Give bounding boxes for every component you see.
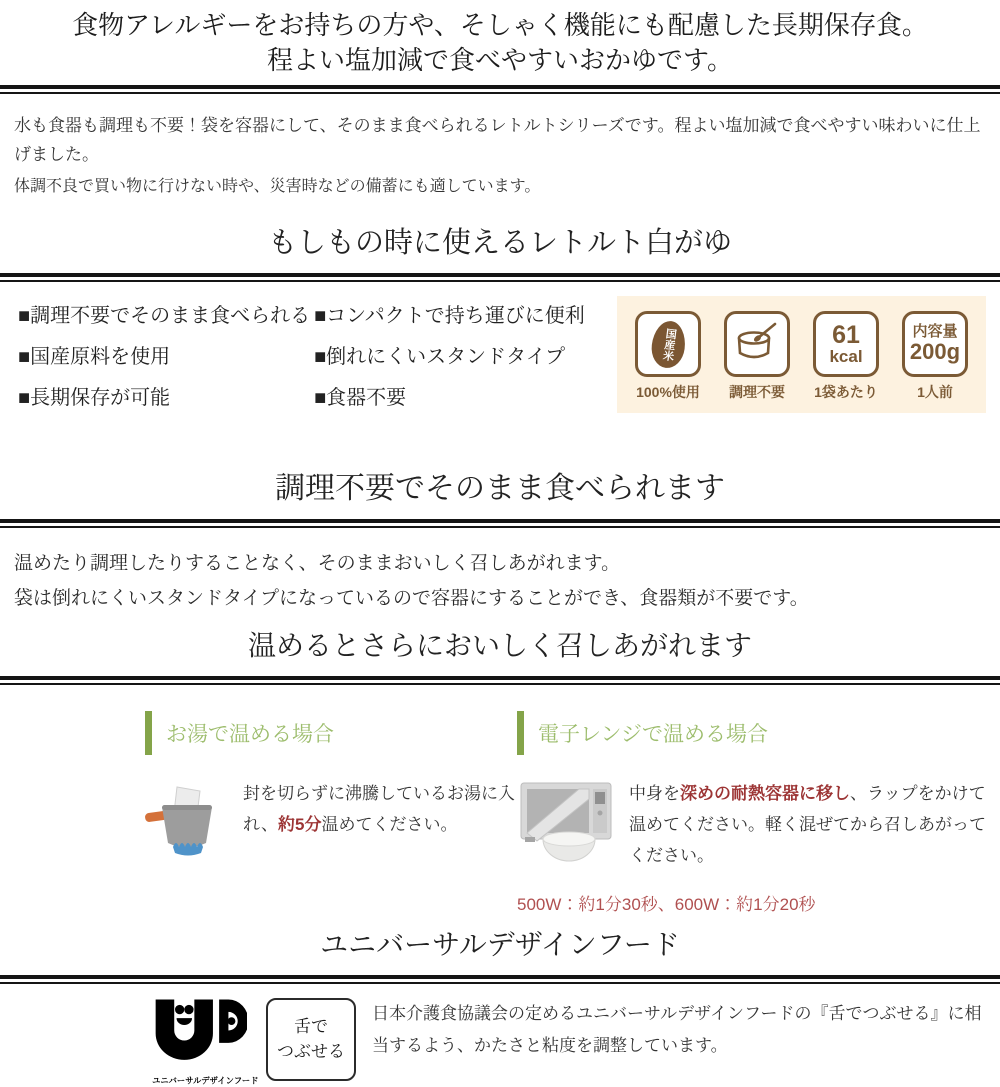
text-part: 封を切らずに沸騰しているお湯に入れ、 — [243, 784, 515, 835]
section-heading-ready-to-eat: 調理不要でそのまま食べられます — [275, 472, 725, 506]
page-title-line1: 食物アレルギーをお持ちの方や、そしゃく機能にも配慮した長期保存食。 — [72, 10, 928, 40]
divider — [0, 85, 1000, 94]
udf-category-line1: 舌で — [294, 1017, 328, 1037]
bullet-item: ■倒れにくいスタンドタイプ — [314, 346, 566, 369]
method-microwave-text — [629, 775, 987, 886]
method-hot-water-title: お湯で温める場合 — [145, 711, 517, 755]
pot-spoon-icon — [733, 320, 781, 368]
features-section — [0, 282, 1000, 427]
udf-category-line2: つぶせる — [277, 1041, 345, 1061]
udf-section — [0, 984, 1000, 1087]
method-microwave-body — [517, 775, 987, 886]
hot-water-pot-icon — [145, 775, 229, 870]
bullet-item: ■食器不要 — [314, 387, 407, 410]
badge-box — [635, 311, 701, 377]
badge-box — [813, 311, 879, 377]
section-heading-udf: ユニバーサルデザインフード — [320, 929, 680, 961]
section-heading-warming: 温めるとさらにおいしく召しあがれます — [247, 630, 752, 662]
badge-label: 1人前 — [917, 384, 953, 401]
feature-bullets-left — [18, 296, 310, 419]
divider — [0, 519, 1000, 528]
bullet-item: ■調理不要でそのまま食べられる — [18, 305, 311, 328]
text-part: 中身を — [629, 784, 680, 804]
badge-no-cooking — [717, 311, 797, 402]
divider — [0, 676, 1000, 685]
method-microwave-title: 電子レンジで温める場合 — [517, 711, 987, 755]
feature-bullets — [18, 296, 585, 419]
intro-paragraph-2: 体調不良で買い物に行けない時や、災害時などの備蓄にも適しています。 — [14, 177, 541, 195]
badge-calories — [806, 311, 886, 402]
udf-logo-caption: ユニバーサルデザインフード — [152, 1076, 259, 1086]
rice-grain-label: 国産米 — [660, 327, 677, 362]
udf-logo-block — [148, 996, 259, 1087]
badge-label: 1袋あたり — [814, 384, 878, 401]
text-part: 温めてください。 — [321, 815, 458, 835]
calorie-value: 61 — [832, 320, 860, 349]
text-part: 、ラップをかけて温めてください。軽く混ぜてから召しあがってください。 — [629, 784, 986, 865]
page-title — [0, 8, 1000, 77]
method-hot-water-body — [145, 775, 517, 870]
badge-label: 100%使用 — [636, 384, 700, 401]
method-microwave — [517, 711, 987, 915]
ready-paragraph-1: 温めたり調理したりすることなく、そのままおいしく召しあがれます。 — [14, 553, 621, 575]
intro-paragraph-1: 水も食器も調理も不要！袋を容器にして、そのまま食べられるレトルトシリーズです。程よい塩加減で食べやすい味わいに仕上げました。 — [14, 116, 981, 165]
section-heading-emergency: もしもの時に使えるレトルト白がゆ — [267, 227, 732, 260]
divider — [0, 975, 1000, 984]
product-badge-panel — [617, 296, 986, 413]
text-part-emphasis: 深めの耐熱容器に移し — [680, 784, 850, 804]
badge-box — [724, 311, 790, 377]
feature-bullets-right — [314, 296, 585, 419]
calorie-unit: kcal — [829, 346, 863, 366]
bullet-item: ■国産原料を使用 — [18, 346, 171, 369]
contents-value: 200g — [909, 339, 961, 365]
badge-contents — [895, 311, 975, 402]
method-hot-water-text — [243, 775, 517, 870]
page-title-line2: 程よい塩加減で食べやすいおかゆです。 — [267, 44, 733, 75]
ready-paragraphs — [14, 546, 986, 616]
ready-paragraph-2: 袋は倒れにくいスタンドタイプになっているので容器にすることができ、食器類が不要です。 — [14, 588, 809, 610]
warming-methods — [0, 711, 1000, 915]
badge-box — [902, 311, 968, 377]
bullet-item: ■長期保存が可能 — [18, 387, 171, 410]
udf-logo-icon — [151, 996, 247, 1068]
badge-label: 調理不要 — [729, 384, 785, 401]
udf-description: 日本介護食協議会の定めるユニバーサルデザインフードの『舌でつぶせる』に相当するよう、かたさと粘度を調整しています。 — [372, 1004, 982, 1056]
contents-title: 内容量 — [912, 322, 958, 340]
microwave-time-note: 500W：約1分30秒、600W：約1分20秒 — [517, 895, 816, 915]
rice-grain-icon — [649, 319, 687, 370]
divider — [0, 273, 1000, 282]
text-part-emphasis: 約5分 — [278, 815, 322, 835]
bullet-item: ■コンパクトで持ち運びに便利 — [314, 305, 585, 328]
method-hot-water — [145, 711, 517, 915]
intro-paragraphs — [14, 111, 986, 200]
udf-category-badge — [266, 998, 356, 1081]
microwave-icon — [517, 775, 615, 886]
badge-domestic-rice — [628, 311, 708, 402]
